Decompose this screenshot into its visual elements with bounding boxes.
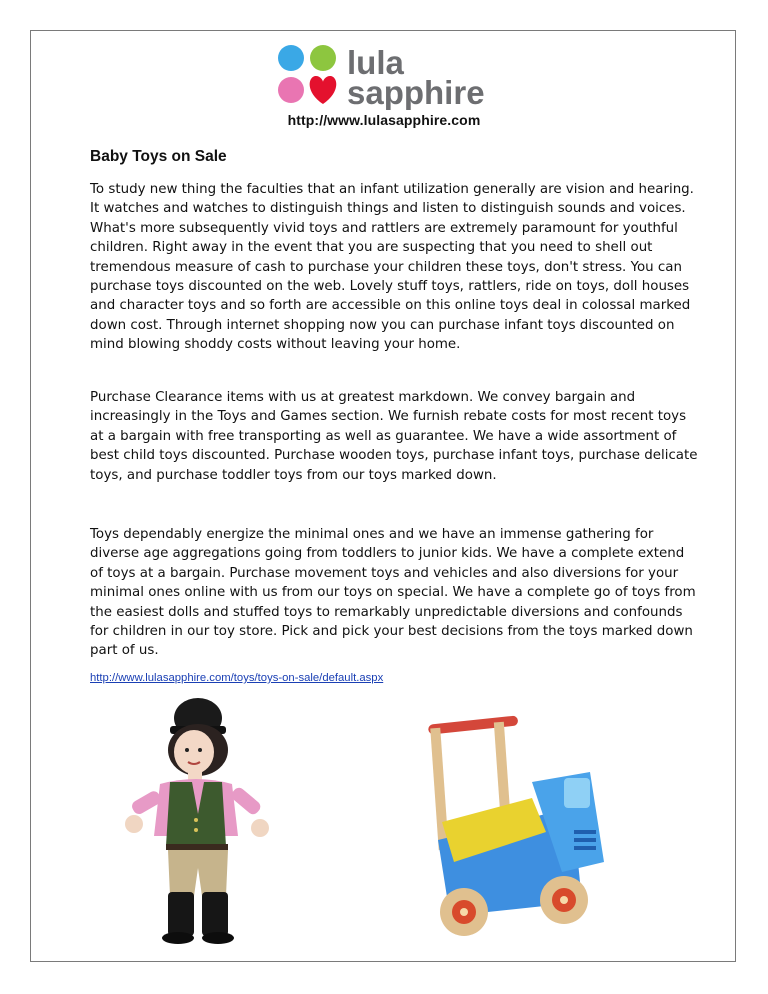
toys-on-sale-link[interactable]: http://www.lulasapphire.com/toys/toys-on-sale/default.aspx: [90, 672, 384, 684]
logo-heart: [310, 76, 337, 104]
logo-dot-green: [310, 45, 336, 71]
article-paragraph: To study new thing the faculties that an infant utilization generally are vision and hearing. It watches and watches to distinguish things and listen to distinguish sounds and voices. What's more subsequently vivid toys and rattlers are extremely paramount for youthful children. Right away in the event that you are suspecting that you need to shell out tremendous measure of cash to purchase your children these toys, don't stress. You can purchase toys discounted on the web. Lovely stuff toys, rattlers, ride on toys, doll houses and character toys and so forth are accessible on this online toys deal in colossal marked down cost. Through internet shopping now you can purchase infant toys discounted on mind blowing shoddy costs without leaving your home.: [90, 182, 694, 353]
logo-text-lula: lula: [347, 44, 404, 81]
lula-sapphire-logo: [277, 44, 499, 110]
logo-dot-pink: [278, 77, 304, 103]
logo-text-sapphire: sapphire: [347, 74, 485, 110]
wooden-doll-image: [118, 696, 276, 946]
logo-dot-blue: [278, 45, 304, 71]
site-url: http://www.lulasapphire.com: [287, 112, 481, 128]
article-paragraph: Purchase Clearance items with us at greatest markdown. We convey bargain and increasingly in the Toys and Games section. We furnish rebate costs for most recent toys at a bargain with free transporting as well as guarantee. We have a wide assortment of best child toys discounted. Purchase wooden toys, purchase infant toys, purchase delicate toys, and purchase toddler toys from our toys marked down.: [90, 390, 698, 483]
wooden-walker-truck-image: [414, 712, 614, 944]
article-paragraph: Toys dependably energize the minimal ones and we have an immense gathering for diverse age aggregations going from toddlers to junior kids. We have a complete extend of toys at a bargain. Purchase movement toys and vehicles and also diversions for your minimal ones online with us from our toys on special. We have a complete go of toys from the easiest dolls and stuffed toys to remarkably unpredictable diversions and confounds for children in our toy store. Pick and pick your best decisions from the toys marked down part of us.: [90, 527, 696, 659]
page-title: Baby Toys on Sale: [90, 148, 227, 165]
